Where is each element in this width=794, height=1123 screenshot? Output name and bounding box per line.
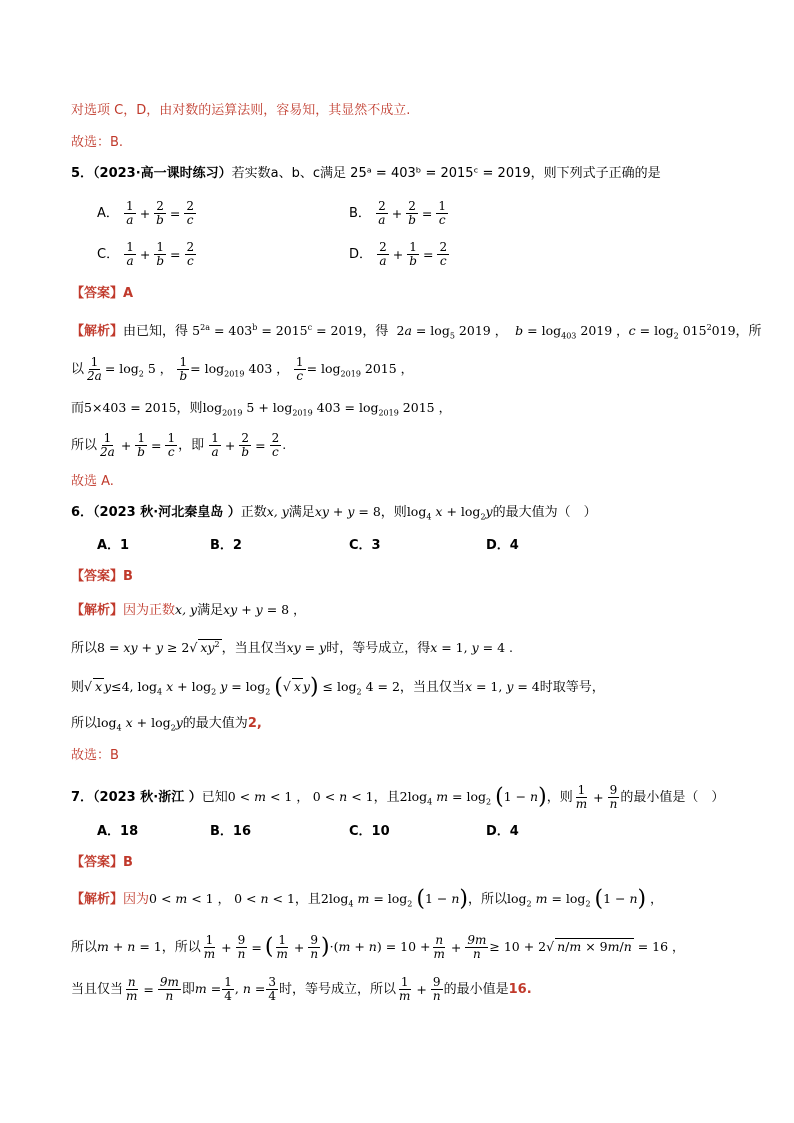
analysis-line: 所以$\log_4 x + \log_2y$的最大值为2,: [71, 715, 262, 733]
text-span: 故选：B.: [71, 135, 124, 150]
analysis-line: 所以m + n = 1，所以 $\frac{1}{m}$ + $\frac{9}{n}$ = ( $\frac{1}{m}$ + $\frac{9}{n}$ )·(m + n) = 10 + $\frac{n}{m}$ + $\frac{9m}{n}$ ≥ 10 + 2√ n/m × 9m/n = 16 ，: [71, 933, 685, 961]
text-span: ，得: [362, 324, 389, 340]
text-span: 时，等号成立，得: [326, 641, 431, 657]
math: $2a = \log_5 2019$ ， $b = \log_{403} 2019$ ，$c = \log_2 015^2019$: [392, 323, 736, 341]
text-span: 因为正数: [123, 603, 176, 618]
option-d: D．4: [486, 824, 519, 839]
text-span: 16.: [508, 982, 532, 997]
option-b: B．2: [210, 538, 242, 553]
text-span: 当且仅当: [71, 982, 124, 997]
analysis-label: 【解析】: [71, 892, 124, 907]
text-span: 所以: [71, 438, 98, 453]
text-span: 对选项 C，D，由对数的运算法则，容易知，其显然不成立.: [71, 103, 411, 118]
text-span: ，所以: [161, 940, 201, 955]
analysis-line: 【解析】因为正数x, y满足xy + y = 8 ，: [71, 602, 306, 618]
question-number: 7．（2023 秋·浙江 ）: [71, 790, 202, 805]
text-span: ，则: [176, 401, 203, 416]
analysis-line: 所以8 = xy + y ≥ 2√ $xy^2$ ，当且仅当xy = y时，等号成立，得x = 1, y = 4 .: [71, 640, 513, 657]
text-span: 由已知，得: [123, 324, 189, 340]
answer-label: 【答案】: [71, 855, 124, 870]
text-span: 满足: [197, 603, 224, 618]
text-span: ，所以: [468, 892, 508, 907]
text-span: ，所: [735, 324, 762, 340]
option-b: B． $\frac{2}{a}$ + $\frac{2}{b}$ = $\frac{1}{c}$: [349, 199, 446, 227]
text-span: 故选：B: [71, 748, 119, 763]
option-c: C．3: [349, 538, 381, 553]
analysis-line: 而5×403 = 2015，则$\log_{2019} 5 + \log_{2019} 403 = \log_{2019} 2015$ ，: [71, 400, 452, 418]
question-6-stem: 6．（2023 秋·河北秦皇岛 ）正数x, y满足xy + y = 8，则$\log_4 x + \log_2y$的最大值为（ ）: [71, 504, 597, 522]
answer-value: A: [123, 286, 134, 301]
text-span: 因为: [123, 892, 150, 907]
answer-line: [71, 853, 133, 873]
text-span: 已知: [201, 790, 228, 805]
question-5-stem: [71, 164, 661, 184]
answer-label: 【答案】: [71, 286, 124, 301]
text-span: 时，等号成立，所以: [278, 982, 396, 997]
answer-line: [71, 567, 133, 587]
text-span: 所以: [71, 641, 98, 657]
text-span: 故选 A.: [71, 474, 114, 489]
text-span: ，当且仅当: [221, 641, 287, 657]
text-span: 所以: [71, 940, 98, 955]
analysis-line: 则√ x y≤4, $\log_4 x + \log_2 y = \log_2$ (√ x $y) \le \log_2 4 = 2$，当且仅当x = 1, y = 4时取等号，: [71, 674, 605, 700]
text-span: 所以: [71, 716, 98, 731]
text-span: 的最大值为（ ）: [492, 505, 597, 520]
option-label: B．: [349, 206, 371, 221]
question-text: 若实数a、b、c满足 25ᵃ = 403ᵇ = 2015ᶜ = 2019，则下列式子正确的是: [231, 166, 661, 181]
text-line: [71, 133, 123, 153]
text-span: 而: [71, 401, 85, 416]
text-span: ，且: [373, 790, 400, 805]
option-a: A．18: [97, 824, 139, 839]
option-label: C．: [97, 247, 120, 262]
final-answer: [71, 472, 114, 492]
text-span: 2,: [247, 716, 262, 731]
analysis-label: 【解析】: [71, 603, 124, 618]
text-span: 的最小值是（ ）: [620, 790, 725, 805]
answer-label: 【答案】: [71, 569, 124, 584]
question-number: 5．（2023·高一课时练习）: [71, 166, 232, 181]
analysis-line: 以 $\frac{1}{2a}$ = $\log_2 5$ ， $\frac{1}{b}$ = $\log_{2019} 403$ ， $\frac{1}{c}$ = $\log_{2019} 2015$ ，: [71, 355, 414, 383]
option-c: C．10: [349, 824, 390, 839]
option-d: D． $\frac{2}{a}$ + $\frac{1}{b}$ = $\frac{2}{c}$: [349, 240, 448, 268]
option-a: A． $\frac{1}{a}$ + $\frac{2}{b}$ = $\frac{2}{c}$: [97, 199, 194, 227]
analysis-line: 当且仅当 $\frac{n}{m}$ = $\frac{9m}{n}$ 即m = $\frac{1}{4}$ , n = $\frac{3}{4}$ 时，等号成立，所以 $\frac{1}{m}$ + $\frac{9}{n}$ 的最小值是16.: [71, 975, 532, 1003]
analysis-line: [71, 318, 762, 347]
answer-value: B: [123, 855, 133, 870]
answer-value: B: [123, 569, 133, 584]
option-label: A．: [97, 206, 119, 221]
option-a: A．1: [97, 538, 130, 553]
option-d: D．4: [486, 538, 519, 553]
text-span: 满足: [288, 505, 315, 520]
question-7-stem: 7．（2023 秋·浙江 ）已知0 < m < 1 ， 0 < n < 1，且$2\log_4$ $m = \log_2 (1 - n)$，则 $\frac{1}{m}$ + $\frac{9}{n}$ 的最小值是（ ）: [71, 783, 725, 811]
text-span: ，则: [546, 790, 573, 805]
answer-line: [71, 284, 133, 304]
text-span: 即: [181, 982, 195, 997]
analysis-line: 所以 $\frac{1}{2a}$ + $\frac{1}{b}$ = $\frac{1}{c}$ ，即 $\frac{1}{a}$ + $\frac{2}{b}$ = $\frac{2}{c}$ .: [71, 431, 287, 459]
option-b: B．16: [210, 824, 251, 839]
text-span: ，即: [178, 438, 205, 453]
text-span: 则: [71, 680, 85, 695]
option-label: D．: [349, 247, 373, 262]
text-line: [71, 101, 410, 121]
math: $5^{2a} = 403^b = 2015^c = 2019$: [192, 323, 363, 339]
option-c: C． $\frac{1}{a}$ + $\frac{1}{b}$ = $\frac{2}{c}$: [97, 240, 195, 268]
question-number: 6．（2023 秋·河北秦皇岛 ）: [71, 505, 241, 520]
text-span: 以: [71, 362, 85, 377]
text-span: 时取等号，: [539, 680, 605, 695]
analysis-line: 【解析】因为0 < m < 1 ， 0 < n < 1，且$2\log_4$ $m = \log_2 (1 - n)$，所以$\log_2 m = \log_2 (1 - n)$ ，: [71, 886, 663, 912]
final-answer: [71, 746, 119, 766]
text-span: ，则: [380, 505, 407, 520]
text-span: 的最大值为: [182, 716, 248, 731]
text-span: 正数: [240, 505, 267, 520]
text-span: ，当且仅当: [399, 680, 465, 695]
text-span: ，且: [294, 892, 321, 907]
analysis-label: 【解析】: [71, 324, 124, 340]
text-span: 的最小值是: [443, 982, 509, 997]
